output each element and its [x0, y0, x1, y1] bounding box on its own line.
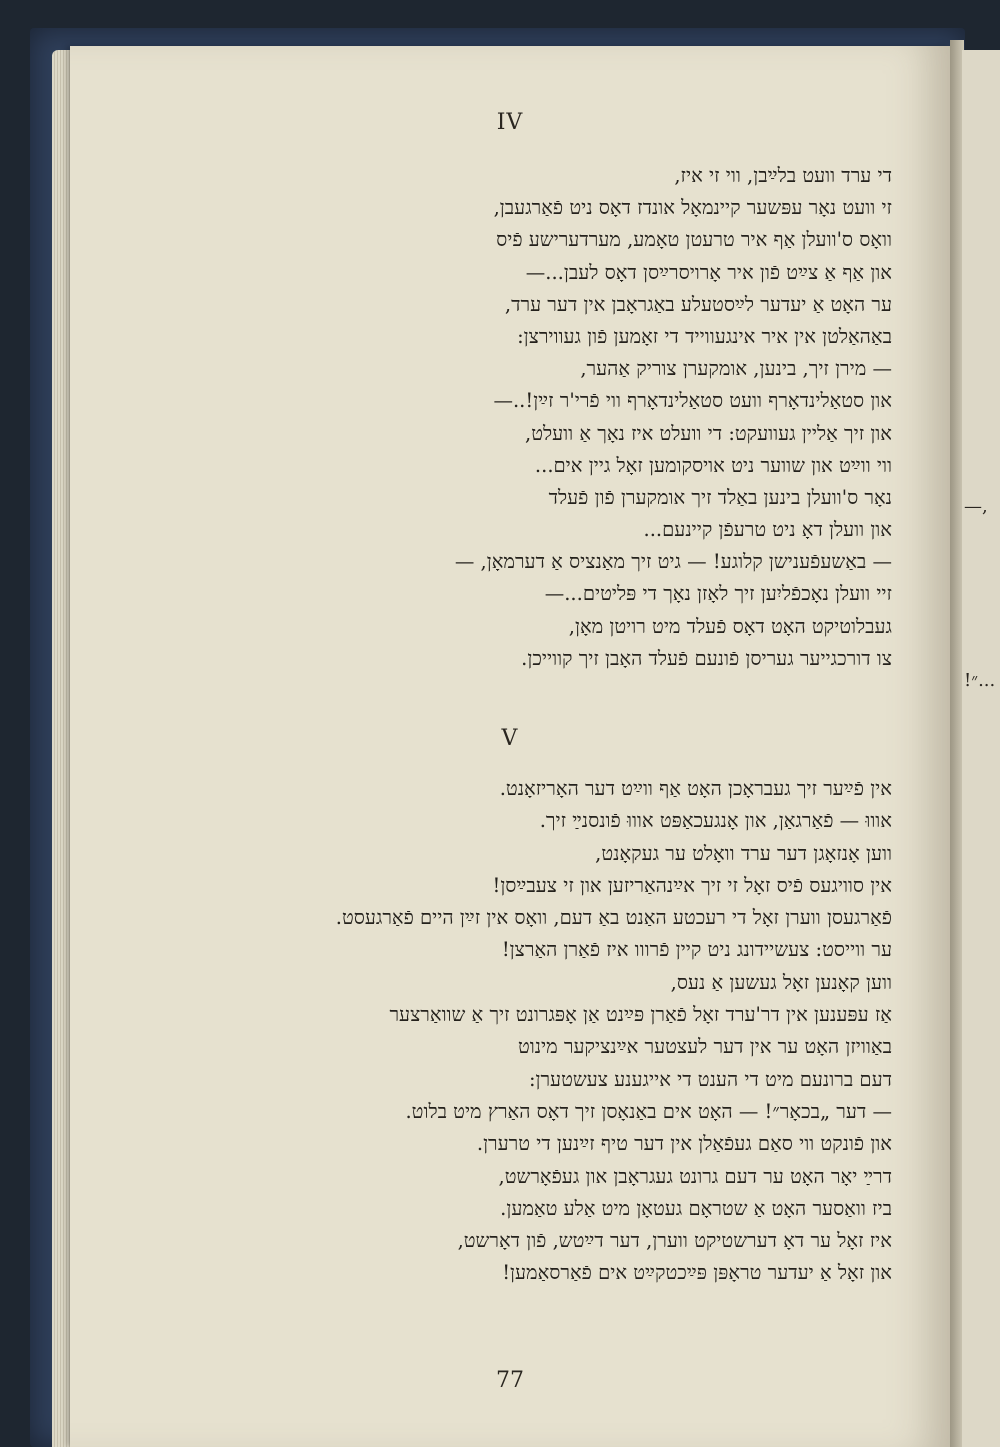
poem-line: ווי ווײַט און שווער ניט אויסקומען זאָל גיין אים... — [534, 453, 892, 477]
poem-line: ווען קאָנען זאָל געשען אַ נעס, — [670, 970, 892, 994]
book-page — [70, 46, 950, 1447]
section-v-numeral: V — [501, 726, 519, 751]
poem-line: ביז וואַסער האָט אַ שטראָם געטאָן מיט אַלע טאַמען. — [500, 1196, 892, 1220]
poem-line: אַז עפּענען אין דר'ערד זאָל פֿאַרן פּײַנט אַן אָפּגרונט זיך אַ שוואַרצער — [389, 1003, 892, 1027]
poem-line: ווען אָנזאָגן דער ערד וואָלט ער געקאָנט, — [595, 841, 892, 865]
poem-line: געבלוטיקט האָט דאָס פֿעלד מיט רויטן מאָן, — [568, 614, 892, 638]
poem-line: זיי וועלן נאָכפֿליִען זיך לאָזן נאָך די פּליטים...— — [544, 582, 892, 606]
poem-line: און אַף אַ צײַט פֿון איר אָרויסרײַסן דאָס לעבן...— — [525, 260, 892, 284]
poem-line: די ערד וועט בלײַבן, ווי זי איז, — [674, 164, 892, 187]
poem-line: און סטאַלינדאָרף וועט סטאַלינדאָרף ווי פֿרי'ר זײַן!..— — [493, 389, 892, 413]
poem-line: וואָס ס'וועלן אַף איר טרעטן טאָמע, מערדערישע פֿיס — [496, 228, 892, 252]
section-v-poem — [132, 773, 892, 1290]
poem-line: ער ווייסט: צעשיידונג ניט קיין פֿרווו איז פֿאַרן האַרצן! — [501, 938, 892, 962]
poem-line: פֿאַרגעסן ווערן זאָל די רעכטע האַנט באַ דעם, וואָס אין זײַן היים פֿאַרגעסט. — [335, 906, 892, 930]
poem-line: ער האָט אַ יעדער לײַסטעלע באַגראָבן אין דער ערד, — [504, 292, 892, 316]
poem-line: — דער „בכאָר״! — האָט אים באַנאָסן זיך דאָס האַרץ מיט בלוט. — [405, 1099, 892, 1123]
poem-line: אין פֿײַער זיך געבראָכן האָט אַף ווײַט דער האָריזאָנט. — [499, 777, 892, 800]
poem-line: — באַשעפֿענישן קלוגע! — גיט זיך מאַנציס אַ דערמאָן, — — [454, 550, 892, 574]
poem-line: און פֿונקט ווי סאַם געפֿאַלן אין דער טיף זײַנען די טרערן. — [476, 1132, 892, 1156]
poem-line: און זאָל אַ יעדער טראָפּן פּײַכטקײַט אים פֿאַרסאַמען! — [502, 1261, 892, 1285]
poem-line: איז זאָל ער דאָ דערשטיקט ווערן, דער דײַטש, פֿון דאָרשט, — [457, 1229, 892, 1253]
section-iv-poem — [132, 160, 892, 675]
poem-line: און זיך אַליין געוועקט: די וועלט איז נאָך אַ וועלט, — [525, 421, 892, 445]
poem-line: און וועלן דאָ ניט טרעפֿן קיינעם... — [643, 518, 892, 542]
poem-line: צו דורכגייער געריסן פֿונעם פֿעלד האָבן זיך קווייכן. — [521, 646, 892, 670]
page-number: 77 — [496, 1368, 524, 1393]
poem-line: באַוויזן האָט ער אין דער לעצטער אײַנציקער מינוט — [517, 1035, 892, 1059]
poem-line: — מירן זיך, בינען, אומקערן צוריק אַהער, — [580, 357, 892, 381]
poem-line: אין סוויגעס פֿיס זאָל זי זיך אײַנהאַריזען און זי צעבײַסן! — [492, 873, 892, 897]
facing-page-mark: —, — [964, 496, 988, 517]
poem-line: זי וועט נאָר עפּשער קיינמאָל אונדז דאָס ניט פֿאַרגעבן, — [493, 196, 892, 220]
facing-page-mark: !״... — [964, 670, 996, 691]
poem-line: באַהאַלטן אין איר אינגעווייד די זאָמען פֿון געווירצן: — [517, 324, 892, 348]
poem-line: דעם ברונעם מיט די הענט די אייגענע צעשטערן: — [528, 1067, 892, 1091]
poem-line: אוווּ — פֿאַרגאַן, און אָנגעכאַפּט אוווּ פֿונסנײַ זיך. — [539, 809, 892, 833]
facing-page — [962, 50, 1000, 1447]
poem-line: דרײַ יאָר האָט ער דעם גרונט געגראָבן און געפֿאָרשט, — [498, 1164, 892, 1188]
poem-line: נאָר ס'וועלן בינען באַלד זיך אומקערן פֿון פֿעלד — [548, 485, 892, 509]
section-iv-numeral: IV — [496, 110, 524, 135]
